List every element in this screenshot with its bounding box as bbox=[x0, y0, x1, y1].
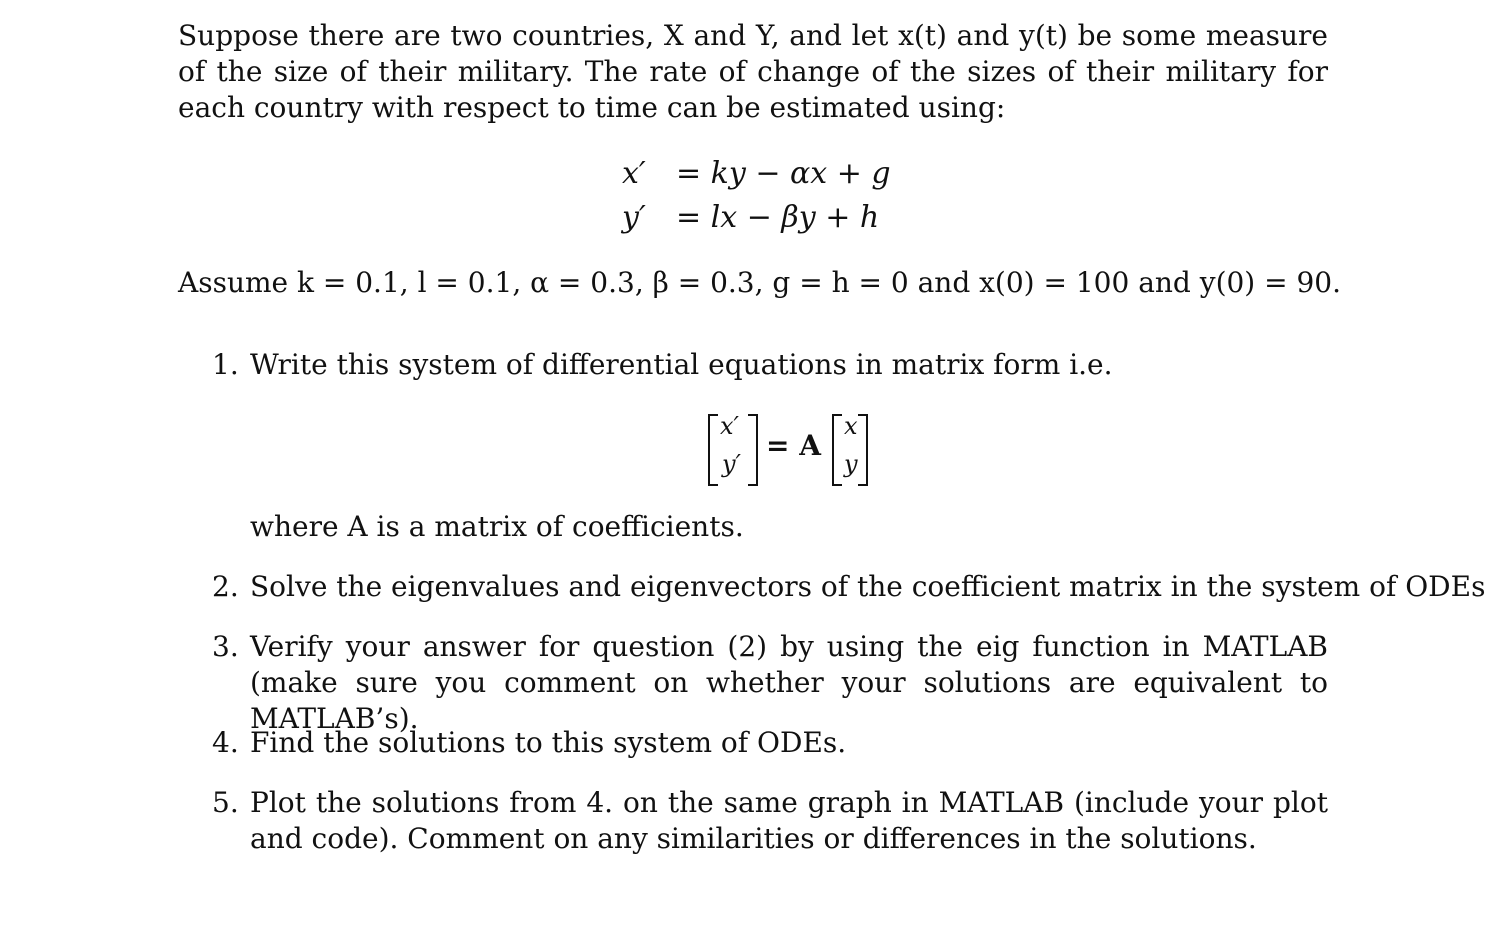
equation-1-lhs: x′ bbox=[622, 156, 646, 191]
equation-2-rhs: = lx − βy + h bbox=[676, 200, 880, 235]
question-1-text: Write this system of differential equations in matrix form i.e. bbox=[250, 348, 1113, 381]
question-3-number: 3. bbox=[212, 630, 239, 663]
left-bracket-lhs bbox=[708, 414, 718, 486]
question-5-text: Plot the solutions from 4. on the same graph in MATLAB (include your plot and code). Comment on any similarities or differences in the solutions. bbox=[250, 786, 1328, 855]
left-bracket-rhs bbox=[832, 414, 842, 486]
matrix-lhs-top: x′ bbox=[720, 412, 739, 440]
question-3-text: Verify your answer for question (2) by using the eig function in MATLAB (make sure you comment on whether your solutions are equivalent to MATLAB’s). bbox=[250, 630, 1328, 735]
equation-1-rhs: = ky − αx + g bbox=[676, 156, 891, 191]
question-4-text: Find the solutions to this system of ODEs. bbox=[250, 726, 847, 759]
right-bracket-rhs bbox=[858, 414, 868, 486]
question-1-number: 1. bbox=[212, 348, 239, 381]
intro-paragraph: Suppose there are two countries, X and Y, and let x(t) and y(t) be some measure of the size of their military. The rate of change of the sizes of their military for each country with respect to time can be estimated using: bbox=[178, 19, 1328, 124]
matrix-rhs-top: x bbox=[844, 412, 858, 440]
where-text: where A is a matrix of coefficients. bbox=[250, 510, 744, 543]
question-2-text: Solve the eigenvalues and eigenvectors of the coefficient matrix in the system of ODEs bbox=[250, 570, 1486, 603]
question-2-number: 2. bbox=[212, 570, 239, 603]
question-4-number: 4. bbox=[212, 726, 239, 759]
assumption-text: Assume k = 0.1, l = 0.1, α = 0.3, β = 0.3, g = h = 0 and x(0) = 100 and y(0) = 90. bbox=[178, 266, 1342, 299]
matrix-rhs-bottom: y bbox=[844, 450, 858, 478]
question-5-number: 5. bbox=[212, 786, 239, 819]
matrix-lhs-bottom: y′ bbox=[722, 450, 742, 478]
right-bracket-lhs bbox=[748, 414, 758, 486]
matrix-equals-A: = A bbox=[766, 429, 821, 462]
equation-2-lhs: y′ bbox=[622, 200, 646, 235]
